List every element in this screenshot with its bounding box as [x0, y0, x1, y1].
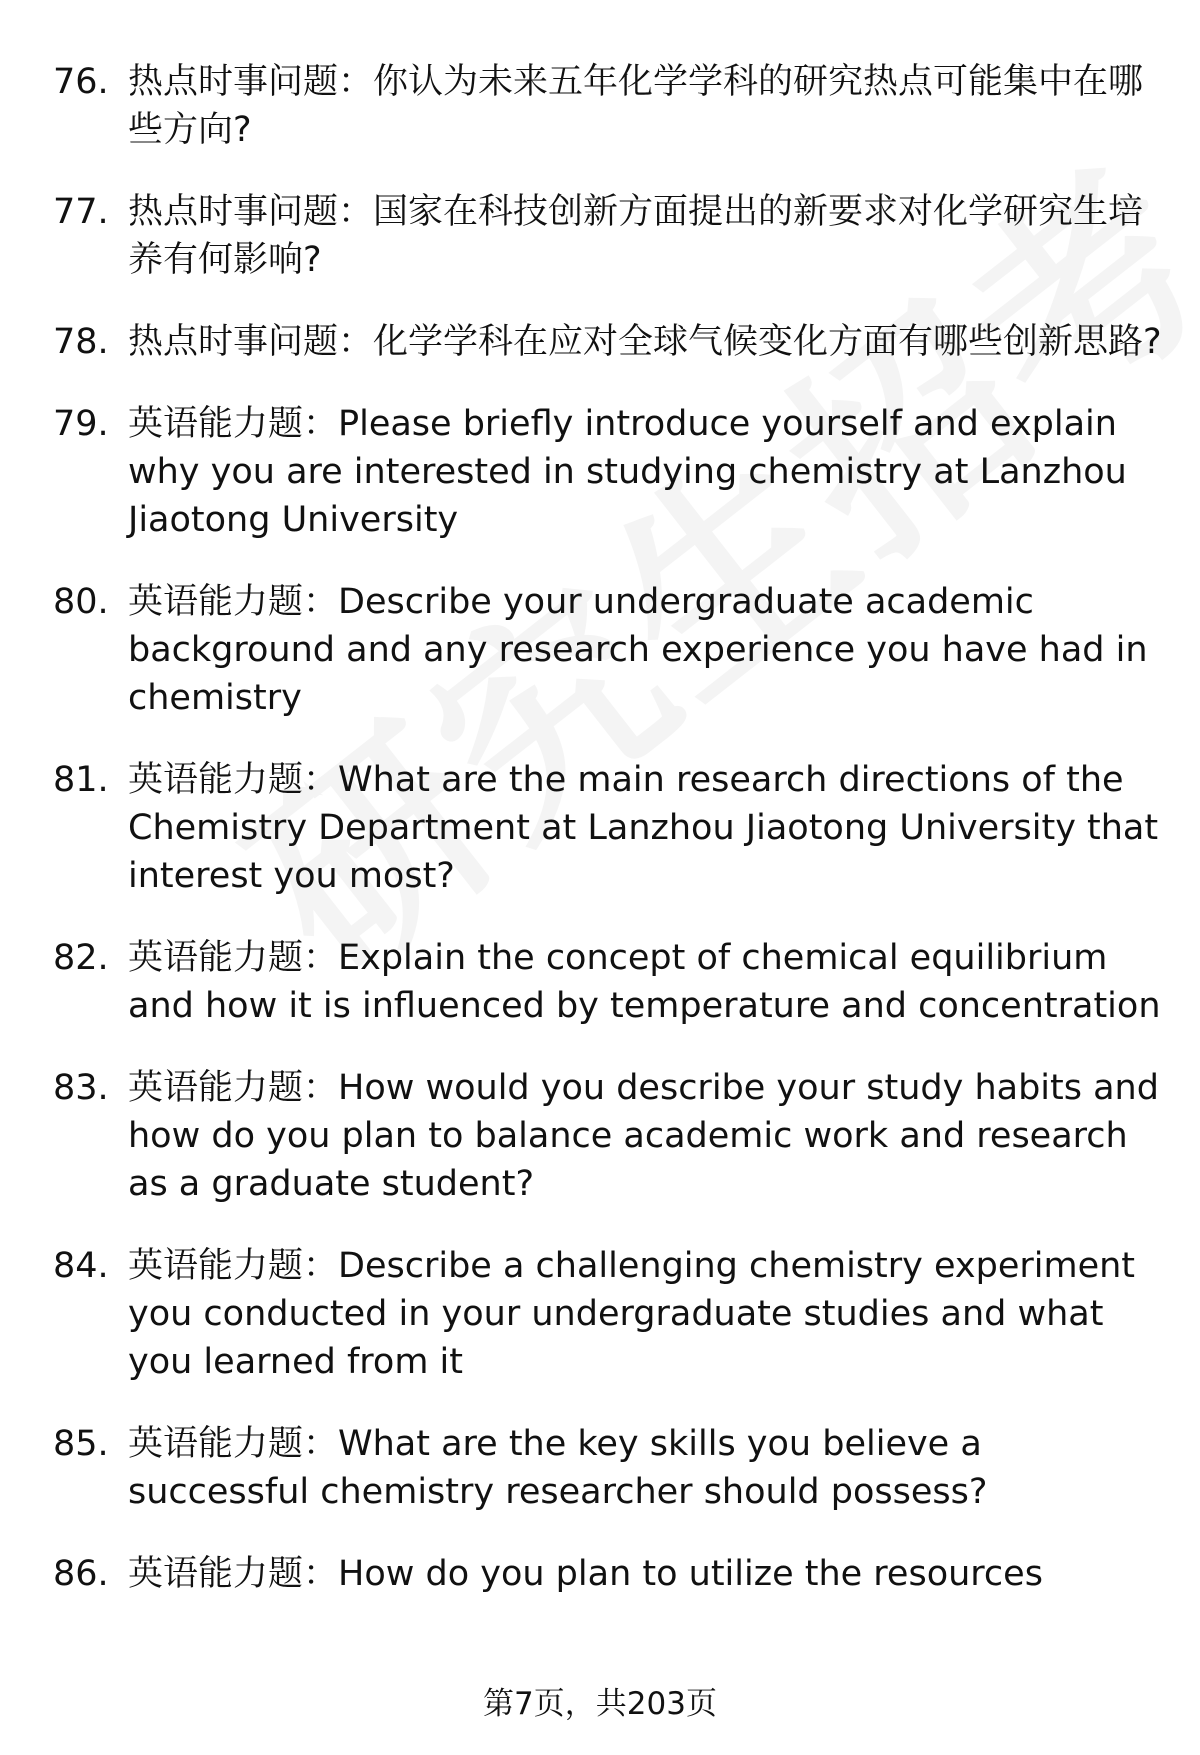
question-text: 英语能力题：What are the key skills you believe a successful chemistry researcher should possess?	[128, 1424, 988, 1512]
question-item	[0, 58, 1200, 154]
question-number: 78.	[53, 322, 109, 362]
question-item	[0, 578, 1200, 722]
question-text: 英语能力题：Describe your undergraduate academic background and any research experience you have had in chemistry	[128, 582, 1148, 718]
question-item	[0, 934, 1200, 1030]
question-text: 热点时事问题：你认为未来五年化学学科的研究热点可能集中在哪些方向?	[128, 62, 1144, 150]
question-text: 英语能力题：How would you describe your study habits and how do you plan to balance academic work and research as a graduate student?	[128, 1068, 1159, 1204]
question-item	[0, 1242, 1200, 1386]
question-number: 85.	[53, 1424, 109, 1464]
question-number: 76.	[53, 62, 109, 102]
question-item	[0, 1064, 1200, 1208]
question-item	[0, 1550, 1200, 1598]
question-text: 热点时事问题：国家在科技创新方面提出的新要求对化学研究生培养有何影响?	[128, 192, 1144, 280]
question-item	[0, 1420, 1200, 1516]
question-number: 86.	[53, 1554, 109, 1594]
question-item	[0, 400, 1200, 544]
question-number: 81.	[53, 760, 109, 800]
question-text: 英语能力题：How do you plan to utilize the resources	[128, 1554, 1043, 1594]
question-number: 77.	[53, 192, 109, 232]
page-footer: 第7页，共203页	[483, 1686, 717, 1722]
question-number: 84.	[53, 1246, 109, 1286]
question-text: 英语能力题：Explain the concept of chemical equilibrium and how it is influenced by temperature and concentration	[128, 938, 1161, 1026]
question-item	[0, 188, 1200, 284]
question-list	[0, 58, 1200, 1632]
question-number: 80.	[53, 582, 109, 622]
question-number: 82.	[53, 938, 109, 978]
question-item	[0, 756, 1200, 900]
question-text: 英语能力题：Please briefly introduce yourself and explain why you are interested in studying chemistry at Lanzhou Jiaotong University	[128, 404, 1127, 540]
question-text: 英语能力题：Describe a challenging chemistry experiment you conducted in your undergraduate studies and what you learned from it	[128, 1246, 1136, 1382]
question-item	[0, 318, 1200, 366]
question-text: 英语能力题：What are the main research directions of the Chemistry Department at Lanzhou Jiaotong University that interest you most?	[128, 760, 1159, 896]
question-number: 83.	[53, 1068, 109, 1108]
question-number: 79.	[53, 404, 109, 444]
question-text: 热点时事问题：化学学科在应对全球气候变化方面有哪些创新思路?	[128, 322, 1162, 362]
